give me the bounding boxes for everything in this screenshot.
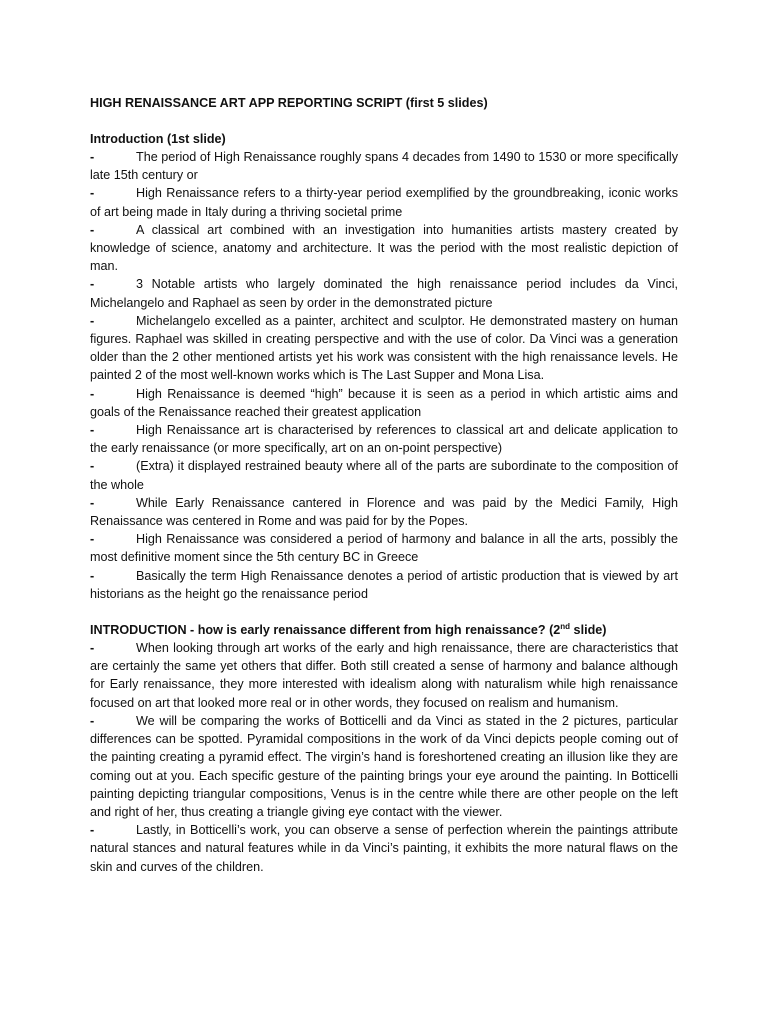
bullet-dash: - (90, 641, 95, 656)
list-item (90, 457, 678, 493)
list-item-text: (Extra) it displayed restrained beauty where all of the parts are subordinate to the composition of the whole (90, 459, 678, 492)
bullet-dash: - (90, 313, 95, 328)
list-item-text: High Renaissance is deemed “high” because it is seen as a period in which artistic aims and goals of the Renaissance reached their greatest application (90, 386, 678, 419)
list-item-text: We will be comparing the works of Botticelli and da Vinci as stated in the 2 pictures, particular differences can be spotted. Pyramidal compositions in the work of da Vinci depicts people coming out of the painting creating a pyramid effect. The virgin’s hand is foreshortened creating an illusion like they are coming out at you. Each specific gesture of the painting brings your eye around the painting. In Botticelli painting depicting triangular compositions, Venus is in the centre while there are other people on the left and right of her, thus creating a triangle giving eye contact with the viewer. (90, 713, 678, 819)
list-item-text: High Renaissance was considered a period of harmony and balance in all the arts, possibly the most definitive moment since the 5th century BC in Greece (90, 532, 678, 565)
bullet-dash: - (90, 277, 95, 292)
list-item-text: Lastly, in Botticelli’s work, you can observe a sense of perfection wherein the paintings attribute natural stances and natural features while in da Vinci’s painting, it exhibits the more natural flaws on the skin and curves of the children. (90, 823, 678, 874)
bullet-dash: - (90, 532, 95, 547)
list-item (90, 184, 678, 220)
list-item-text: 3 Notable artists who largely dominated the high renaissance period includes da Vinci, Michelangelo and Raphael as seen by order in the demonstrated picture (90, 277, 678, 310)
list-item-text: The period of High Renaissance roughly spans 4 decades from 1490 to 1530 or more specifically late 15th century or (90, 150, 678, 183)
document-title: HIGH RENAISSANCE ART APP REPORTING SCRIPT (first 5 slides) (90, 96, 488, 110)
bullet-dash: - (90, 713, 95, 728)
list-item-text: Basically the term High Renaissance denotes a period of artistic production that is viewed by art historians as the height go the renaissance period (90, 568, 678, 601)
section-introduction-2nd-slide (90, 621, 678, 876)
bullet-dash: - (90, 150, 95, 164)
list-item (90, 821, 678, 876)
list-item-text: High Renaissance art is characterised by references to classical art and delicate application to the early renaissance (or more specifically, art on an on-point perspective) (90, 423, 678, 456)
list-item (90, 712, 678, 821)
list-item (90, 312, 678, 385)
list-item (90, 530, 678, 566)
bullet-dash: - (90, 186, 95, 201)
bullet-dash: - (90, 459, 95, 474)
list-item-text: High Renaissance refers to a thirty-year period exemplified by the groundbreaking, iconic works of art being made in Italy during a thriving societal prime (90, 186, 678, 219)
section-heading: Introduction (1st slide) (90, 132, 226, 146)
list-item (90, 275, 678, 311)
list-item (90, 567, 678, 603)
bullet-dash: - (90, 386, 95, 401)
section-heading (90, 621, 678, 639)
list-item (90, 221, 678, 276)
list-item (90, 148, 678, 184)
bullet-dash: - (90, 568, 95, 583)
section-introduction-1st-slide (90, 130, 678, 603)
list-item-text: Michelangelo excelled as a painter, architect and sculptor. He demonstrated mastery on human figures. Raphael was skilled in creating perspective and with the use of color. Da Vinci was a generation older than the 2 other mentioned artists yet his work was consistent with the high renaissance levels. He painted 2 of the most well-known works which is The Last Supper and Mona Lisa. (90, 313, 678, 383)
section-heading-end: slide) (570, 623, 607, 638)
list-item (90, 385, 678, 421)
list-item (90, 639, 678, 712)
list-item (90, 494, 678, 530)
ordinal-suffix: nd (560, 621, 571, 631)
bullet-dash: - (90, 222, 95, 237)
list-item-text: While Early Renaissance cantered in Florence and was paid by the Medici Family, High Renaissance was centered in Rome and was paid for by the Popes. (90, 495, 678, 529)
section-heading-text: INTRODUCTION - how is early renaissance different from high renaissance? (2 (90, 623, 561, 638)
list-item (90, 421, 678, 457)
list-item-text: A classical art combined with an investigation into humanities artists mastery created by knowledge of science, anatomy and architecture. It was the period with the most realistic depiction of man. (90, 222, 678, 274)
bullet-dash: - (90, 495, 95, 510)
bullet-dash: - (90, 823, 95, 838)
list-item-text: When looking through art works of the early and high renaissance, there are characteristics that are certainly the same yet others that differ. Both still created a sense of harmony and balance although for Early renaissance, they more interested with idealism along with naturalism while high renaissance focused on art that looked more real or in other words, they focused on realism and humanism. (90, 641, 678, 710)
bullet-dash: - (90, 423, 95, 438)
